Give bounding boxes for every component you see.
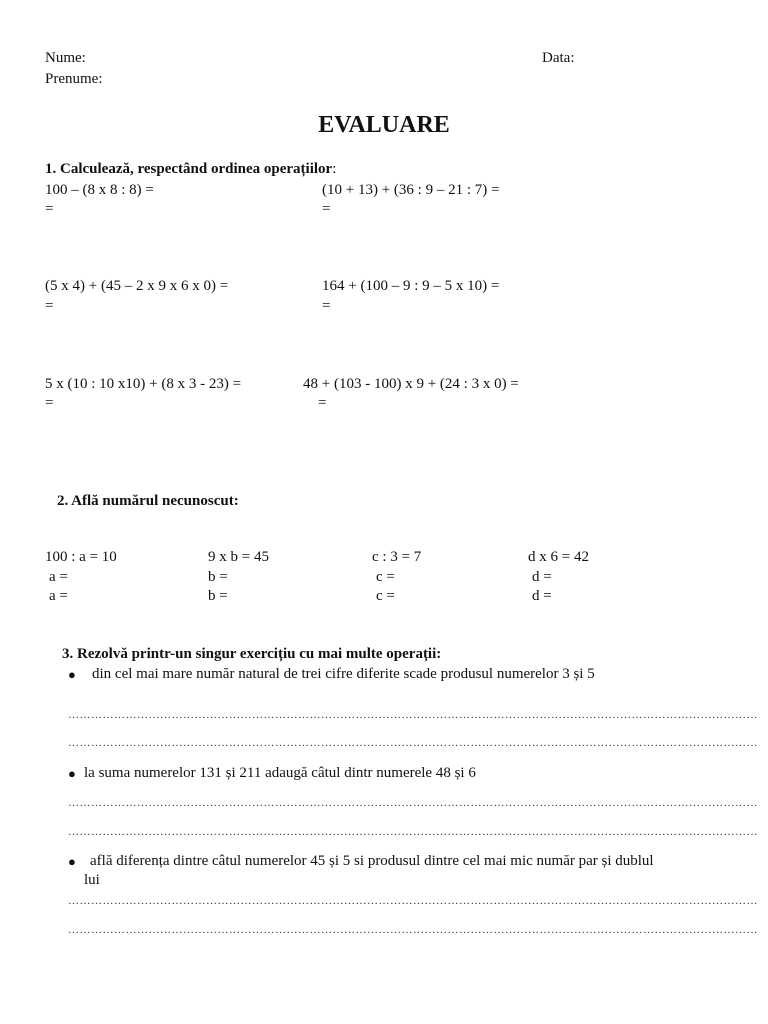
ex3-item-3: află diferența dintre câtul numerelor 45 și 5 si produsul dintre cel mai mic număr par și dublul xyxy=(90,853,654,869)
ex2-heading: 2. Află numărul necunoscut: xyxy=(57,493,239,509)
ex2-line2-b: b = xyxy=(208,588,228,604)
bullet-icon: ● xyxy=(68,766,76,781)
ex2-eq-d: d x 6 = 42 xyxy=(528,549,589,565)
answer-line[interactable]: ……………………………………………………………………………………………………………………………………………………………… xyxy=(68,826,758,838)
ex1-expr-4: 164 + (100 – 9 : 9 – 5 x 10) = xyxy=(322,278,500,294)
name-label: Nume: xyxy=(45,50,86,66)
ex3-heading: 3. Rezolvă printr-un singur exercițiu cu mai multe operații: xyxy=(62,646,442,662)
ex3-item-3-cont: lui xyxy=(84,872,100,888)
ex1-expr-1: 100 – (8 x 8 : 8) = xyxy=(45,182,154,198)
ex1-eq-1: = xyxy=(45,201,54,217)
ex1-expr-3: (5 x 4) + (45 – 2 x 9 x 6 x 0) = xyxy=(45,278,229,294)
ex2-line2-c: c = xyxy=(376,588,395,604)
ex2-eq-a: 100 : a = 10 xyxy=(45,549,117,565)
ex2-eq-b: 9 x b = 45 xyxy=(208,549,269,565)
answer-line[interactable]: ……………………………………………………………………………………………………………………………………………………………… xyxy=(68,895,758,907)
ex1-eq-6: = xyxy=(318,395,327,411)
ex1-eq-2: = xyxy=(322,201,331,217)
ex1-eq-5: = xyxy=(45,395,54,411)
ex2-eq-c: c : 3 = 7 xyxy=(372,549,422,565)
ex1-expr-5: 5 x (10 : 10 x10) + (8 x 3 - 23) = xyxy=(45,376,242,392)
ex2-line2-d: d = xyxy=(532,588,552,604)
bullet-icon: ● xyxy=(68,854,76,869)
page-title: EVALUARE xyxy=(318,112,450,138)
answer-line[interactable]: ……………………………………………………………………………………………………………………………………………………………… xyxy=(68,924,758,936)
ex1-heading xyxy=(45,160,336,178)
ex1-expr-6: 48 + (103 - 100) x 9 + (24 : 3 x 0) = xyxy=(303,376,519,392)
ex2-line2-a: a = xyxy=(49,588,68,604)
ex3-item-1: din cel mai mare număr natural de trei cifre diferite scade produsul numerelor 3 și 5 xyxy=(92,666,595,682)
ex2-line1-b: b = xyxy=(208,569,228,585)
bullet-icon: ● xyxy=(68,667,76,682)
answer-line[interactable]: ……………………………………………………………………………………………………………………………………………………………… xyxy=(68,709,758,721)
surname-label: Prenume: xyxy=(45,71,103,87)
ex2-line1-a: a = xyxy=(49,569,68,585)
answer-line[interactable]: ……………………………………………………………………………………………………………………………………………………………… xyxy=(68,737,758,749)
date-label: Data: xyxy=(542,50,575,66)
ex1-eq-4: = xyxy=(322,298,331,314)
ex2-line1-c: c = xyxy=(376,569,395,585)
ex2-line1-d: d = xyxy=(532,569,552,585)
answer-line[interactable]: ……………………………………………………………………………………………………………………………………………………………… xyxy=(68,797,758,809)
ex1-eq-3: = xyxy=(45,298,54,314)
ex1-expr-2: (10 + 13) + (36 : 9 – 21 : 7) = xyxy=(322,182,500,198)
ex3-item-2: la suma numerelor 131 și 211 adaugă câtul dintr numerele 48 și 6 xyxy=(84,765,476,781)
ex1-heading-colon: : xyxy=(332,161,337,177)
ex1-heading-text: 1. Calculează, respectând ordinea operațiilor xyxy=(45,161,333,177)
